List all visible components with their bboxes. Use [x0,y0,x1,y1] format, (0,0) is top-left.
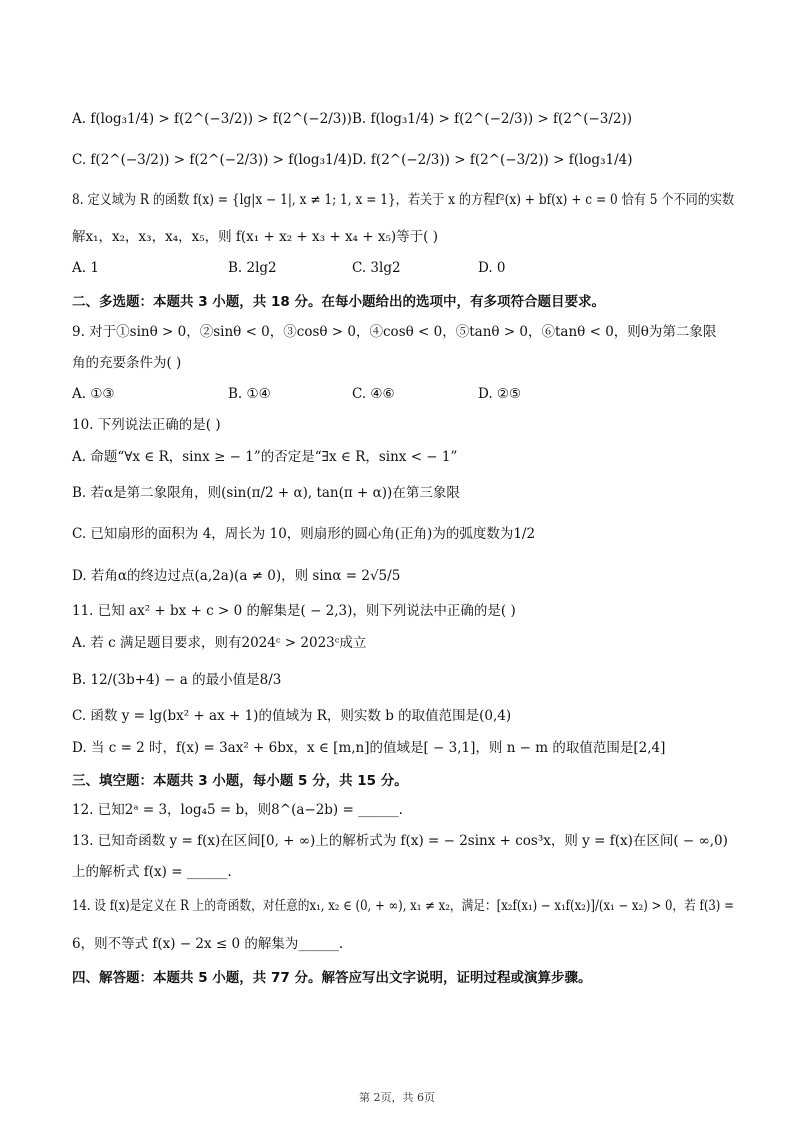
q9-option-c: C. ④⑥ [352,386,395,402]
q8-option-d: D. 0 [478,260,506,276]
q13-stem-line2: 上的解析式 f(x) = ______. [72,864,232,880]
q10-option-b: B. 若α是第二象限角，则(sin(π/2 + α), tan(π + α))在第三象限 [72,485,460,501]
q8-stem-line2: 解x₁，x₂，x₃，x₄，x₅，则 f(x₁ + x₂ + x₃ + x₄ + x₅)等于( ) [72,229,438,245]
q13-stem-line1: 13. 已知奇函数 y = f(x)在区间[0, + ∞)上的解析式为 f(x) = − 2sinx + cos³x，则 y = f(x)在区间( − ∞,0) [72,833,728,849]
q12-stem: 12. 已知2ᵃ = 3，log₄5 = b，则8^(a−2b) = ______. [72,802,403,818]
q9-stem-line1: 9. 对于①sinθ > 0，②sinθ < 0，③cosθ > 0，④cosθ < 0，⑤tanθ > 0，⑥tanθ < 0，则θ为第二象限 [72,324,717,340]
q10-option-c: C. 已知扇形的面积为 4，周长为 10，则扇形的圆心角(正角)为的弧度数为1/2 [72,526,536,542]
q11-option-d: D. 当 c = 2 时，f(x) = 3ax² + 6bx，x ∈ [m,n]的值域是[ − 3,1]，则 n − m 的取值范围是[2,4] [72,740,666,756]
section-2-heading: 二、多选题：本题共 3 小题，共 18 分。在每小题给出的选项中，有多项符合题目要求。 [72,294,605,310]
page-footer: 第 2页，共 6页 [359,1091,435,1104]
q7-option-c: C. f(2^(−3/2)) > f(2^(−2/3)) > f(log₃1/4) [72,152,352,168]
section-4-heading: 四、解答题：本题共 5 小题，共 77 分。解答应写出文字说明，证明过程或演算步骤。 [72,970,592,986]
section-3-heading: 三、填空题：本题共 3 小题，每小题 5 分，共 15 分。 [72,773,408,789]
q10-option-d: D. 若角α的终边过点(a,2a)(a ≠ 0)，则 sinα = 2√5/5 [72,568,401,584]
q11-option-b: B. 12/(3b+4) − a 的最小值是8/3 [72,672,282,688]
q9-option-b: B. ①④ [228,386,271,402]
q11-option-a: A. 若 c 满足题目要求，则有2024ᶜ > 2023ᶜ成立 [72,635,367,651]
q8-option-c: C. 3lg2 [352,260,401,276]
q14-stem-line2: 6，则不等式 f(x) − 2x ≤ 0 的解集为______. [72,936,344,952]
q9-option-d: D. ②⑤ [478,386,522,402]
q14-stem-line1: 14. 设 f(x)是定义在 R 上的奇函数，对任意的x₁, x₂ ∈ (0, + ∞), x₁ ≠ x₂，满足：[x₂f(x₁) − x₁f(x₂)]/(x₁ − x₂) > 0，若 f(3) = [72,898,734,914]
q7-option-b: B. f(log₃1/4) > f(2^(−2/3)) > f(2^(−3/2)) [352,111,633,127]
q11-option-c: C. 函数 y = lg(bx² + ax + 1)的值域为 R，则实数 b 的取值范围是(0,4) [72,708,512,724]
q10-stem: 10. 下列说法正确的是( ) [72,417,221,433]
q9-option-a: A. ①③ [72,386,115,402]
q9-stem-line2: 角的充要条件为( ) [72,355,182,371]
q8-stem-line1: 8. 定义域为 R 的函数 f(x) = {lg|x − 1|, x ≠ 1; 1, x = 1}，若关于 x 的方程f²(x) + bf(x) + c = 0 恰有 5 个不同的实数 [72,192,735,208]
q7-option-d: D. f(2^(−2/3)) > f(2^(−3/2)) > f(log₃1/4) [352,152,633,168]
q10-option-a: A. 命题“∀x ∈ R，sinx ≥ − 1”的否定是“∃x ∈ R，sinx < − 1” [72,449,458,465]
q11-stem: 11. 已知 ax² + bx + c > 0 的解集是( − 2,3)，则下列说法中正确的是( ) [72,603,516,619]
q7-option-a: A. f(log₃1/4) > f(2^(−3/2)) > f(2^(−2/3)) [72,111,352,127]
q8-option-b: B. 2lg2 [228,260,277,276]
q8-option-a: A. 1 [72,260,99,276]
